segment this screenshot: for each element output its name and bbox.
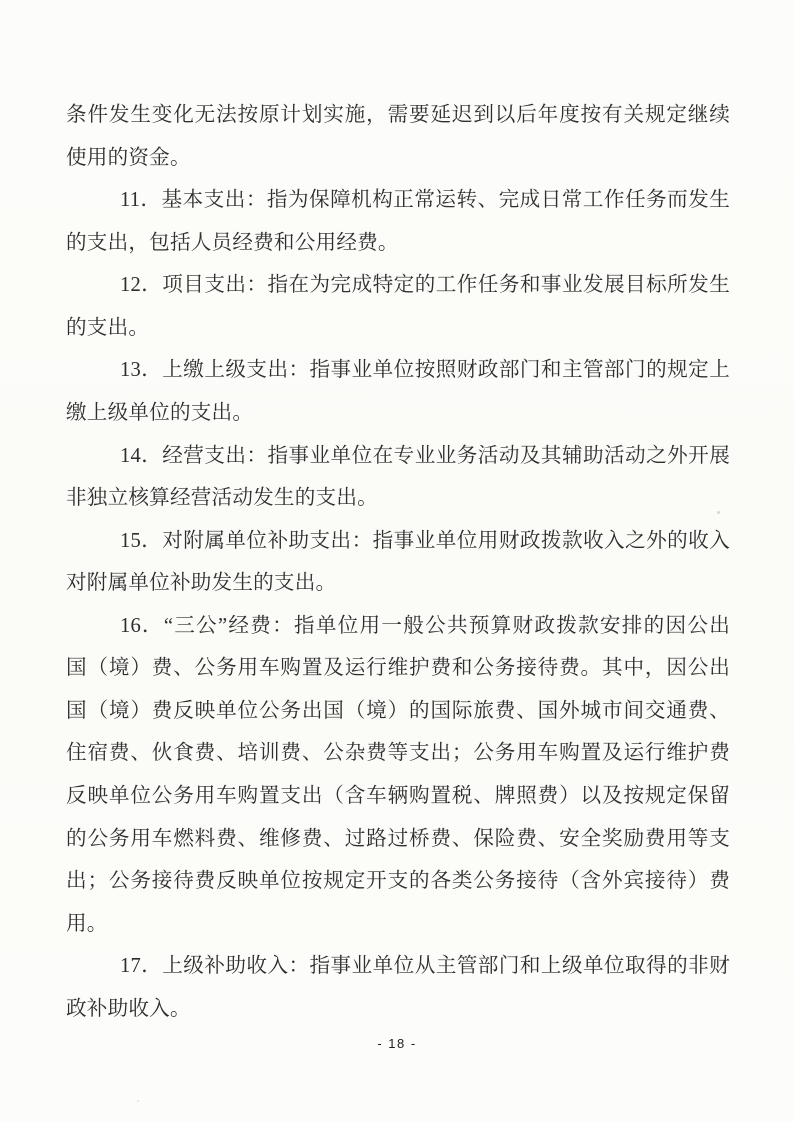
text-line: 11．基本支出：指为保障机构正常运转、完成日常工作任务而发生: [120, 189, 730, 212]
scan-speck: [137, 1100, 139, 1102]
text-line: 缴上级单位的支出。: [66, 401, 254, 424]
text-line: 非独立核算经营活动发生的支出。: [66, 487, 378, 510]
scan-speck: [717, 511, 720, 514]
text-line: 的支出。: [66, 316, 150, 339]
paragraph: [66, 945, 730, 1030]
paragraph: [66, 349, 730, 434]
text-line: 的公务用车燃料费、维修费、过路过桥费、保险费、安全奖励费用等支: [66, 827, 730, 850]
text-line: 国（境）费反映单位公务出国（境）的国际旅费、国外城市间交通费、: [66, 699, 730, 722]
text-line: 国（境）费、公务用车购置及运行维护费和公务接待费。其中，因公出: [66, 657, 730, 680]
text-line: 反映单位公务用车购置支出（含车辆购置税、牌照费）以及按规定保留: [66, 785, 730, 807]
text-line: 16．“三公”经费：指单位用一般公共预算财政拨款安排的因公出: [120, 614, 730, 637]
text-line: 17．上级补助收入：指事业单位从主管部门和上级单位取得的非财: [120, 955, 730, 978]
paragraph: [66, 435, 730, 520]
text-line: 的支出，包括人员经费和公用经费。: [66, 231, 399, 254]
text-line: 使用的资金。: [66, 146, 191, 169]
text-line: 住宿费、伙食费、培训费、公杂费等支出；公务用车购置及运行维护费: [66, 742, 730, 765]
text-line: 14．经营支出：指事业单位在专业业务活动及其辅助活动之外开展: [120, 444, 730, 467]
document-body: [66, 94, 730, 1030]
text-line: 13．上缴上级支出：指事业单位按照财政部门和主管部门的规定上: [120, 359, 730, 382]
text-line: 出；公务接待费反映单位按规定开支的各类公务接待（含外宾接待）费: [66, 870, 730, 893]
text-line: 12．项目支出：指在为完成特定的工作任务和事业发展目标所发生: [120, 274, 730, 297]
text-line: 15．对附属单位补助支出：指事业单位用财政拨款收入之外的收入: [120, 529, 730, 552]
page-number: - 18 -: [377, 1036, 417, 1051]
paragraph: [66, 264, 730, 349]
text-line: 用。: [66, 912, 108, 935]
text-line: 对附属单位补助发生的支出。: [66, 572, 337, 595]
text-line: 条件发生变化无法按原计划实施，需要延迟到以后年度按有关规定继续: [66, 104, 730, 126]
paragraph: [66, 94, 730, 179]
paragraph: [66, 179, 730, 264]
text-line: 政补助收入。: [66, 997, 191, 1020]
paragraph: [66, 605, 730, 946]
paragraph: [66, 520, 730, 605]
